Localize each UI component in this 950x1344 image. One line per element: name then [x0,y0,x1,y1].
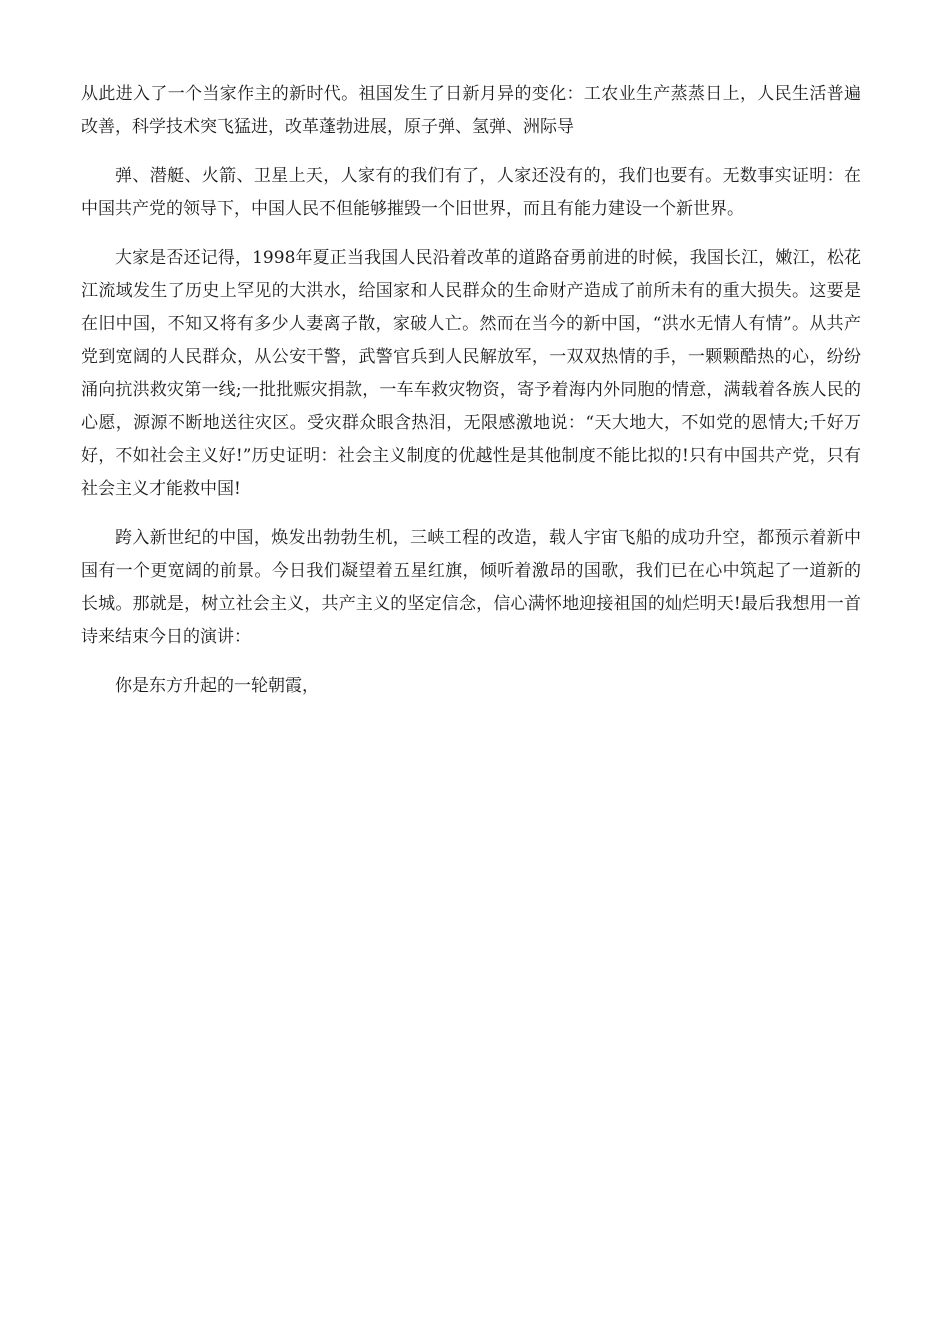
paragraph-5: 你是东方升起的一轮朝霞， [115,676,319,696]
document-page [81,78,861,719]
paragraph-1: 从此进入了一个当家作主的新时代。祖国发生了日新月异的变化：工农业生产蒸蒸日上，人民生活普遍改善，科学技术突飞猛进，改革蓬勃进展，原子弹、氢弹、洲际导 [81,84,861,137]
paragraph-4: 跨入新世纪的中国，焕发出勃勃生机，三峡工程的改造，载人宇宙飞船的成功升空，都预示着新中国有一个更宽阔的前景。今日我们凝望着五星红旗，倾听着激昂的国歌，我们已在心中筑起了一道新的长城。那就是，树立社会主义，共产主义的坚定信念，信心满怀地迎接祖国的灿烂明天!最后我想用一首诗来结束今日的演讲： [81,528,861,647]
paragraph-2: 弹、潜艇、火箭、卫星上天，人家有的我们有了，人家还没有的，我们也要有。无数事实证明：在中国共产党的领导下，中国人民不但能够摧毁一个旧世界，而且有能力建设一个新世界。 [81,166,861,219]
paragraph-3: 大家是否还记得，1998年夏正当我国人民沿着改革的道路奋勇前进的时候，我国长江，嫩江，松花江流域发生了历史上罕见的大洪水，给国家和人民群众的生命财产造成了前所未有的重大损失。这要是在旧中国，不知又将有多少人妻离子散，家破人亡。然而在当今的新中国，“洪水无情人有情”。从共产党到宽阔的人民群众，从公安干警，武警官兵到人民解放军，一双双热情的手，一颗颗酷热的心，纷纷涌向抗洪救灾第一线;一批批赈灾捐款，一车车救灾物资，寄予着海内外同胞的情意，满载着各族人民的心愿，源源不断地送往灾区。受灾群众眼含热泪，无限感激地说：“天大地大，不如党的恩情大;千好万好，不如社会主义好!”历史证明：社会主义制度的优越性是其他制度不能比拟的!只有中国共产党，只有社会主义才能救中国! [81,248,861,499]
